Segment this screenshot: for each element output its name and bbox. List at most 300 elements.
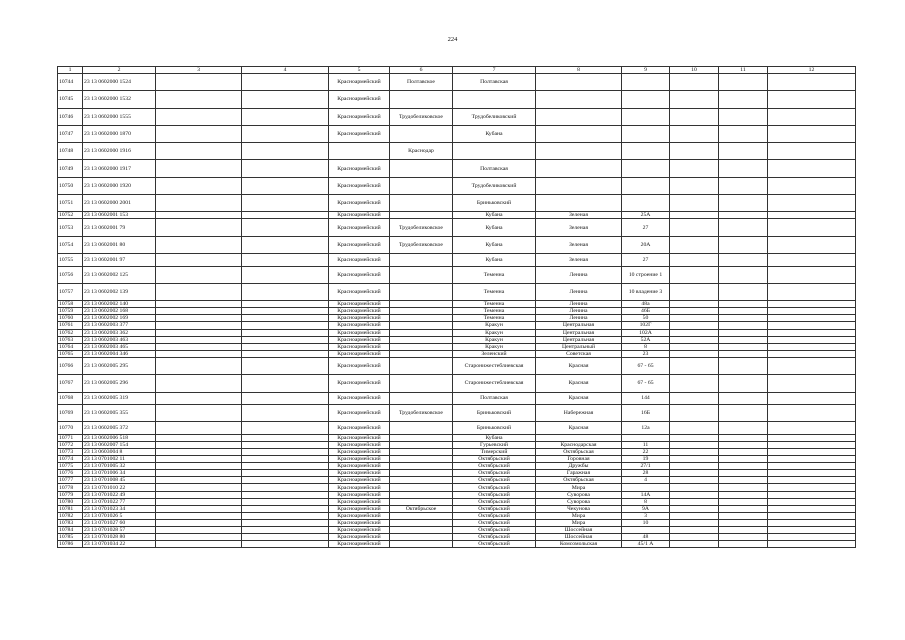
table-cell [768,405,856,422]
table-cell [242,491,329,498]
table-cell: 16Б [622,405,670,422]
table-cell: Красноармейский [329,456,390,463]
table-cell [156,422,242,435]
table-cell [242,505,329,512]
table-cell: Красноармейский [329,322,390,329]
table-cell [536,195,622,212]
table-cell [622,125,670,142]
table-cell [390,254,453,267]
table-cell [242,160,329,177]
table-cell [719,512,768,519]
table-cell: 22 [622,448,670,455]
table-cell: 10748 [58,143,83,160]
table-cell [768,541,856,548]
table-cell [390,519,453,526]
table-cell: Красноармейский [329,236,390,253]
table-cell: Трудобеликовское [390,108,453,125]
table-cell: Октябрьский [453,541,536,548]
table-cell [242,308,329,315]
table-cell: Красноармейский [329,434,390,441]
table-row [58,375,856,392]
table-cell [768,336,856,343]
table-cell: 102Г [622,322,670,329]
table-cell [242,527,329,534]
table-cell: Красноармейский [329,463,390,470]
table-cell: 23 13 0701022 49 [83,491,156,498]
table-cell [390,434,453,441]
table-cell: 10780 [58,498,83,505]
table-cell [156,484,242,491]
table-cell [390,498,453,505]
table-cell: Красноармейский [329,405,390,422]
table-cell [768,350,856,357]
table-cell [719,74,768,91]
table-cell [156,405,242,422]
table-cell: Красноармейский [329,505,390,512]
table-cell [242,463,329,470]
table-cell [156,434,242,441]
table-cell [390,491,453,498]
table-cell: 23 13 0602005 319 [83,392,156,405]
table-cell: 28 [622,470,670,477]
table-cell [156,491,242,498]
table-cell [670,283,719,300]
table-cell: 23 13 0701002 11 [83,456,156,463]
table-cell: 23 13 0701023 34 [83,505,156,512]
table-cell: 9А [622,505,670,512]
table-cell: 10782 [58,512,83,519]
table-cell [670,541,719,548]
table-cell [242,519,329,526]
table-row [58,315,856,322]
table-cell [242,266,329,283]
table-cell: Комсомольская [536,541,622,548]
table-cell: Ленина [536,283,622,300]
table-cell: 67 - 65 [622,375,670,392]
table-cell [536,91,622,108]
table-cell [390,527,453,534]
table-cell: 23 13 0602005 355 [83,405,156,422]
table-cell [670,254,719,267]
table-cell: 23 13 0701027 60 [83,519,156,526]
table-cell [719,350,768,357]
table-row [58,441,856,448]
table-cell: Красноармейский [329,329,390,336]
table-cell [156,315,242,322]
table-cell [156,329,242,336]
table-cell [156,350,242,357]
table-row [58,498,856,505]
table-cell: 23 13 0602000 1555 [83,108,156,125]
table-cell: Краснодар [390,143,453,160]
table-cell [768,498,856,505]
table-row [58,219,856,236]
table-cell [719,456,768,463]
table-cell: Октябрьский [453,491,536,498]
table-cell [670,343,719,350]
table-cell [156,322,242,329]
table-cell [670,143,719,160]
table-cell: Красноармейский [329,441,390,448]
table-cell: 67 - 65 [622,357,670,374]
table-cell [670,301,719,308]
table-cell: Советская [536,350,622,357]
table-cell: Красноармейский [329,108,390,125]
table-cell [242,456,329,463]
table-cell: 4 [622,477,670,484]
table-cell [453,143,536,160]
table-cell: Красноармейский [329,519,390,526]
table-cell [156,283,242,300]
table-cell [536,74,622,91]
table-cell [156,108,242,125]
table-cell [719,143,768,160]
table-cell [242,448,329,455]
table-cell [390,448,453,455]
table-cell: 50 [622,315,670,322]
table-cell: Красноармейский [329,283,390,300]
table-cell [390,283,453,300]
table-cell: Теменна [453,315,536,322]
table-cell [156,195,242,212]
table-cell: 23 13 0701028 80 [83,534,156,541]
table-cell [156,456,242,463]
table-cell [390,195,453,212]
table-cell [719,108,768,125]
column-number-row [58,67,856,74]
table-row [58,470,856,477]
table-cell: 23 13 0602003 377 [83,322,156,329]
table-row [58,283,856,300]
table-cell [670,212,719,219]
table-cell [670,108,719,125]
table-cell: Октябрьский [453,534,536,541]
table-cell [768,448,856,455]
table-row [58,254,856,267]
table-cell: Старонижестеблиевская [453,357,536,374]
table-cell: 10786 [58,541,83,548]
table-cell [768,177,856,194]
table-cell [242,177,329,194]
table-cell: Центральная [536,329,622,336]
table-row [58,74,856,91]
table-cell [670,125,719,142]
table-cell: Октябрьский [453,463,536,470]
table-cell: Краснодарская [536,441,622,448]
page-number: 224 [447,36,458,43]
table-cell [768,434,856,441]
table-cell [768,491,856,498]
table-cell: Центральный [536,343,622,350]
table-cell [156,236,242,253]
table-cell: Красноармейский [329,527,390,534]
table-cell: Красноармейский [329,357,390,374]
table-cell: 27 [622,219,670,236]
table-row [58,405,856,422]
table-cell [768,125,856,142]
table-cell [156,357,242,374]
table-row [58,266,856,283]
table-cell [719,315,768,322]
table-cell: 10785 [58,534,83,541]
table-cell: 10754 [58,236,83,253]
table-cell [670,195,719,212]
column-number: 6 [390,67,453,74]
table-cell: 10762 [58,329,83,336]
table-row [58,448,856,455]
table-cell: 10775 [58,463,83,470]
table-cell: 10776 [58,470,83,477]
table-cell: 27 [622,254,670,267]
table-cell: Бриньковский [453,422,536,435]
table-row [58,491,856,498]
table-cell: 23 13 0701028 57 [83,527,156,534]
table-cell: 48а [622,301,670,308]
table-cell [622,160,670,177]
table-cell: 23 13 0602004 346 [83,350,156,357]
table-cell [329,143,390,160]
table-cell [156,541,242,548]
table-cell: 10768 [58,392,83,405]
table-cell [719,422,768,435]
table-cell [768,441,856,448]
table-cell: 10772 [58,441,83,448]
table-row [58,434,856,441]
table-cell: Октябрьский [453,527,536,534]
table-row [58,322,856,329]
table-cell: 23 13 0602003 465 [83,343,156,350]
table-cell: 23 13 0602001 153 [83,212,156,219]
table-cell [670,405,719,422]
table-cell [242,143,329,160]
table-cell: 23 13 0602003 463 [83,336,156,343]
table-cell: Красноармейский [329,308,390,315]
table-cell: 23 13 0602005 295 [83,357,156,374]
table-cell: 10770 [58,422,83,435]
table-cell [390,470,453,477]
table-cell [719,519,768,526]
table-cell [390,177,453,194]
table-cell: Красноармейский [329,219,390,236]
table-cell: 23 13 0602003 362 [83,329,156,336]
table-cell: 10747 [58,125,83,142]
table-cell [536,143,622,160]
table-row [58,463,856,470]
table-cell: Октябрьский [453,456,536,463]
table-cell: Суворова [536,498,622,505]
table-cell [768,422,856,435]
table-cell [719,392,768,405]
table-cell [719,212,768,219]
table-cell [242,375,329,392]
table-row [58,308,856,315]
table-cell [670,236,719,253]
table-cell: Красная [536,357,622,374]
table-cell: 10778 [58,484,83,491]
table-cell: Гурьевский [453,441,536,448]
table-cell: Зеленский [453,350,536,357]
table-cell [719,527,768,534]
table-cell: Набережная [536,405,622,422]
table-cell [156,512,242,519]
table-row [58,336,856,343]
table-cell [670,477,719,484]
table-row [58,512,856,519]
table-cell: Октябрьская [536,477,622,484]
table-cell: Горовная [536,456,622,463]
table-cell [156,91,242,108]
table-cell [768,519,856,526]
table-cell: Бриньковский [453,195,536,212]
table-cell [390,212,453,219]
table-cell: Кубанa [453,212,536,219]
table-cell [719,470,768,477]
table-cell: Кракун [453,343,536,350]
table-cell: Красноармейский [329,177,390,194]
table-row [58,422,856,435]
table-row [58,484,856,491]
table-cell [768,91,856,108]
table-cell [670,74,719,91]
table-cell: Красноармейский [329,392,390,405]
table-cell: 23 13 0701026 5 [83,512,156,519]
table-cell [242,392,329,405]
table-cell: 23 13 0602000 1532 [83,91,156,108]
table-cell: Красноармейский [329,484,390,491]
table-cell [390,463,453,470]
table-cell [670,329,719,336]
table-cell: 10763 [58,336,83,343]
table-cell [156,308,242,315]
column-number: 5 [329,67,390,74]
table-cell [390,315,453,322]
table-cell [390,541,453,548]
table-cell: Трудобеликовское [390,219,453,236]
table-cell: Теменна [453,266,536,283]
table-cell: Трудобеликовский [453,108,536,125]
table-cell: Красноармейский [329,125,390,142]
table-cell [242,236,329,253]
table-cell [670,463,719,470]
table-cell [768,484,856,491]
table-cell: Октябрьский [453,484,536,491]
table-cell [719,357,768,374]
table-cell: Октябрьское [390,505,453,512]
table-cell [768,343,856,350]
table-cell: Красноармейский [329,212,390,219]
table-cell: 23 13 0602000 1917 [83,160,156,177]
table-cell [670,491,719,498]
table-cell [453,91,536,108]
table-cell: Центральная [536,336,622,343]
table-cell: 3 [622,512,670,519]
table-cell [536,108,622,125]
table-cell: 10753 [58,219,83,236]
table-cell: Красноармейский [329,491,390,498]
table-cell: 23 13 0602000 1870 [83,125,156,142]
table-cell: 10771 [58,434,83,441]
table-row [58,343,856,350]
table-cell: Кракун [453,329,536,336]
table-cell [242,405,329,422]
table-cell: Красноармейский [329,498,390,505]
registry-table [57,66,856,548]
table-cell [156,219,242,236]
table-cell [242,254,329,267]
table-cell: Мира [536,519,622,526]
table-cell [242,125,329,142]
table-cell: Суворова [536,491,622,498]
table-cell: 10746 [58,108,83,125]
table-cell [719,343,768,350]
table-cell: 23 13 0602007 154 [83,441,156,448]
table-row [58,527,856,534]
table-cell: Кубанa [453,254,536,267]
table-cell [768,108,856,125]
table-cell: Кубанa [453,236,536,253]
table-cell: Октябрьский [453,512,536,519]
table-cell [670,512,719,519]
table-cell [536,125,622,142]
table-cell [768,470,856,477]
table-cell [768,74,856,91]
table-cell: 10773 [58,448,83,455]
table-cell [242,329,329,336]
table-cell [719,91,768,108]
table-cell: 23 13 0602005 372 [83,422,156,435]
table-cell: 10766 [58,357,83,374]
table-cell [622,91,670,108]
table-cell [156,160,242,177]
table-cell [670,527,719,534]
table-cell [768,357,856,374]
table-cell [719,541,768,548]
table-cell [242,219,329,236]
table-cell: 23 13 0602001 79 [83,219,156,236]
table-cell [719,477,768,484]
table-cell: 10784 [58,527,83,534]
table-cell [622,177,670,194]
table-cell [768,236,856,253]
table-row [58,143,856,160]
table-cell [719,236,768,253]
table-cell: 45/1 А [622,541,670,548]
table-row [58,350,856,357]
table-cell [768,308,856,315]
table-cell: 10764 [58,343,83,350]
table-cell [242,422,329,435]
table-cell: Красноармейский [329,470,390,477]
table-cell [242,357,329,374]
table-cell: Красноармейский [329,477,390,484]
table-cell: 23 13 0602000 1524 [83,74,156,91]
table-cell: Красноармейский [329,315,390,322]
table-cell: 23 13 0701022 77 [83,498,156,505]
table-cell [768,527,856,534]
table-cell [768,160,856,177]
table-cell [670,434,719,441]
table-cell: Октябрьская [536,448,622,455]
table-cell [242,322,329,329]
table-cell: 11 [622,441,670,448]
table-cell: 10781 [58,505,83,512]
table-row [58,91,856,108]
table-cell [768,477,856,484]
table-cell: 144 [622,392,670,405]
table-cell: Теменна [453,308,536,315]
table-cell [536,177,622,194]
column-number: 12 [768,67,856,74]
